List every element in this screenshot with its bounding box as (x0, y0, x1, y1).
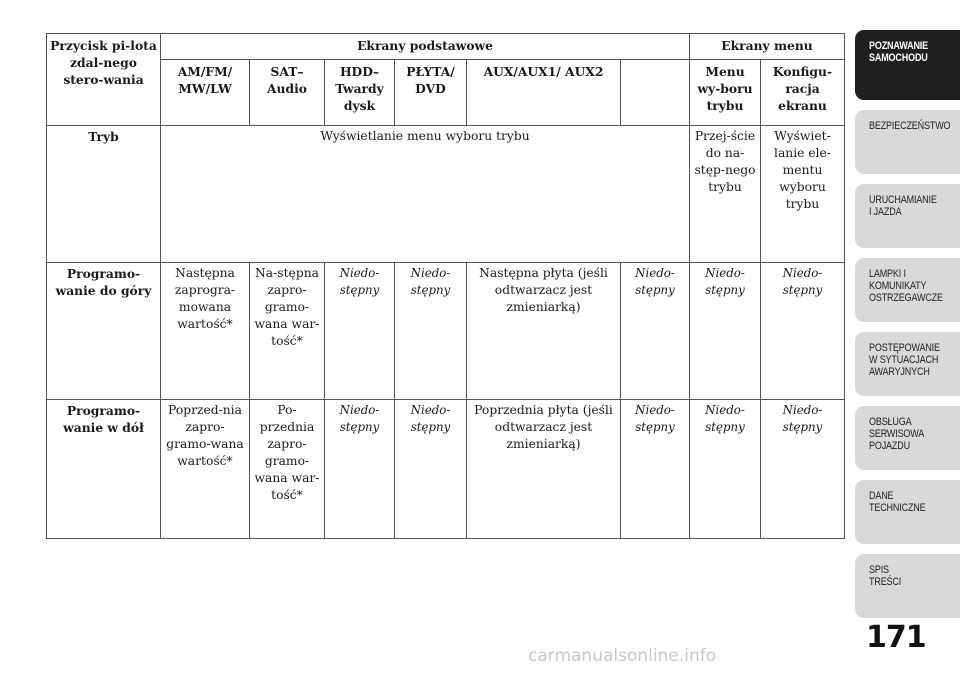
row-label-program-down: Programo-wanie w dół (47, 400, 161, 539)
row-mode-span-text: Wyświetlanie menu wyboru trybu (161, 126, 690, 263)
header-sub-display-config: Konfigu-racja ekranu (761, 60, 845, 126)
tab-label: SPIS TREŚCI (869, 564, 902, 588)
header-sub-empty (621, 60, 690, 126)
controls-table (46, 33, 845, 539)
row-mode-config-cell: Wyświet-lanie ele-mentu wyboru trybu (761, 126, 845, 263)
header-basic-screens: Ekrany podstawowe (161, 34, 690, 60)
table-row (47, 126, 845, 263)
tab-emergency[interactable] (855, 332, 960, 396)
watermark: carmanualsonline.info (528, 646, 717, 666)
table-row (47, 400, 845, 539)
table-cell: Na-stępna zapro-gramo-wana war-tość* (250, 263, 325, 400)
header-sub-aux: AUX/AUX1/ AUX2 (467, 60, 621, 126)
table-cell: Niedo-stępny (690, 400, 761, 539)
header-sub-hdd: HDD– Twardy dysk (325, 60, 395, 126)
row-mode-menu-cell: Przej-ście do na-stęp-nego trybu (690, 126, 761, 263)
table-cell: Poprzednia płyta (jeśli odtwarzacz jest zmieniarką) (467, 400, 621, 539)
tab-label: BEZPIECZEŃSTWO (869, 120, 951, 132)
row-label-mode: Tryb (47, 126, 161, 263)
table-cell: Poprzed-nia zapro-gramo-wana wartość* (161, 400, 250, 539)
tab-label: OBSŁUGA SERWISOWA POJAZDU (869, 416, 925, 452)
tab-label: POZNAWANIE SAMOCHODU (869, 40, 929, 64)
header-row-top (47, 34, 845, 60)
table-row (47, 263, 845, 400)
tab-warning-lights[interactable] (855, 258, 960, 322)
table-cell: Niedo-stępny (325, 400, 395, 539)
tab-label: POSTĘPOWANIE W SYTUACJACH AWARYJNYCH (869, 342, 940, 378)
row-label-program-up: Programo-wanie do góry (47, 263, 161, 400)
header-row-sub (47, 60, 845, 126)
header-sub-mode-menu: Menu wy-boru trybu (690, 60, 761, 126)
table-cell: Następna płyta (jeśli odtwarzacz jest zmieniarką) (467, 263, 621, 400)
table-cell: Niedo-stępny (761, 263, 845, 400)
table-cell: Następna zaprogra-mowana wartość* (161, 263, 250, 400)
header-sub-am-fm: AM/FM/ MW/LW (161, 60, 250, 126)
tab-getting-to-know-car[interactable] (855, 30, 960, 100)
tab-starting-driving[interactable] (855, 184, 960, 248)
table-cell: Niedo-stępny (395, 400, 467, 539)
table-cell: Niedo-stępny (690, 263, 761, 400)
tab-technical-data[interactable] (855, 480, 960, 544)
tab-label: LAMPKI I KOMUNIKATY OSTRZEGAWCZE (869, 268, 943, 304)
tab-maintenance[interactable] (855, 406, 960, 470)
table-cell: Niedo-stępny (621, 400, 690, 539)
table-cell: Niedo-stępny (325, 263, 395, 400)
header-button: Przycisk pi-lota zdal-nego stero-wania (47, 34, 161, 126)
table-cell: Niedo-stępny (761, 400, 845, 539)
tab-label: DANE TECHNICZNE (869, 490, 926, 514)
tab-index[interactable] (855, 554, 960, 618)
page-number: 171 (866, 620, 926, 655)
header-menu-screens: Ekrany menu (690, 34, 845, 60)
tab-safety[interactable] (855, 110, 960, 174)
controls-table-container (46, 33, 844, 539)
tab-label: URUCHAMIANIE I JAZDA (869, 194, 937, 218)
chapter-sidebar (855, 30, 960, 628)
header-sub-sat: SAT– Audio (250, 60, 325, 126)
table-cell: Po-przednia zapro-gramo-wana war-tość* (250, 400, 325, 539)
table-cell: Niedo-stępny (395, 263, 467, 400)
table-cell: Niedo-stępny (621, 263, 690, 400)
header-sub-cd-dvd: PŁYTA/ DVD (395, 60, 467, 126)
